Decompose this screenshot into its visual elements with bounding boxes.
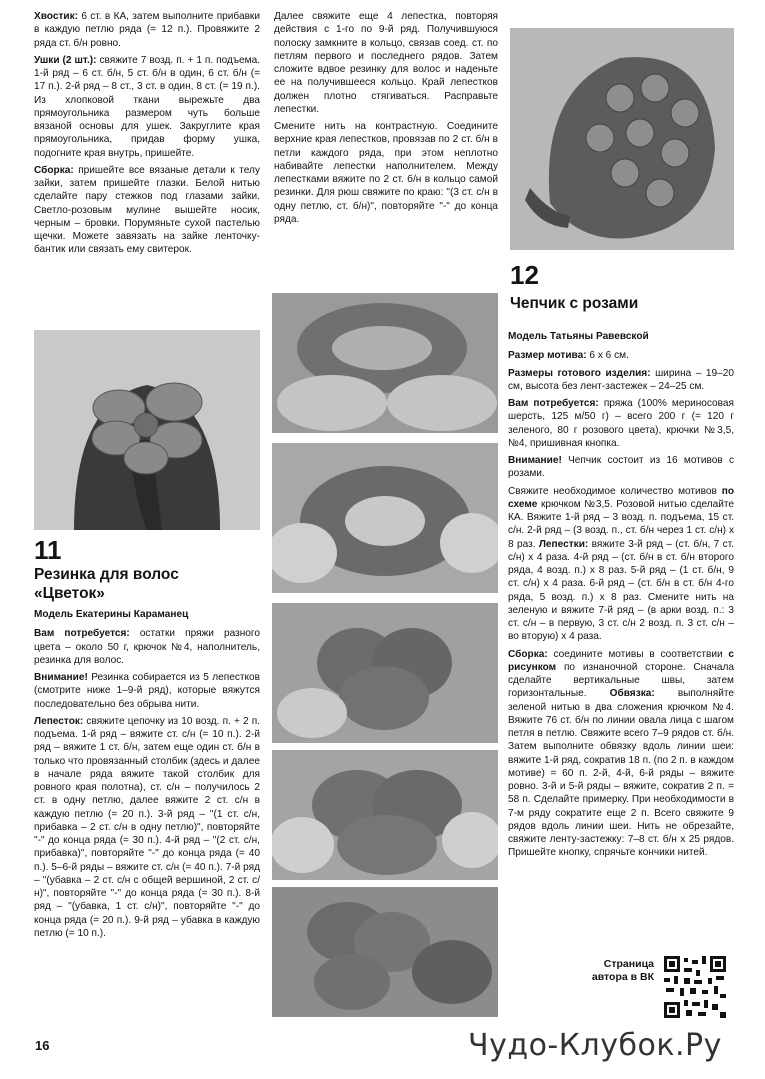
project-12-sizes: Размеры готового изделия: ширина – 19–20 см, высота без лент-застежек – 24–25 см. xyxy=(508,367,734,392)
tail-paragraph: Хвостик: 6 ст. в КА, затем выполните прибавки в каждую петлю ряда (= 12 п.). Провяжите 2 ряда ст. б/н ровно. xyxy=(34,11,260,49)
project-11-petal: Лепесток: свяжите цепочку из 10 возд. п. + 2 п. подъема. 1-й ряд – вяжите ст. с/н (= 10 п.). 2-й ряд – вяжите 1 ст. б/н, затем еще один ст. б/н в только что провязанный столбик (здесь и далее в начале ряда вяжите такой столбик для ровного края полотна), ст. с/н – получилось 2 ст. в одну петлю, далее вяжите 2 ст. с/н в каждую петлю (= 20 п.). 3-й ряд – "(1 ст. с/н, прибавка – 2 ст. с/н в одну петлю)", повторяйте "-" до конца ряда (= 30 п.). 4-й ряд – "(2 ст. с/н, прибавка)", повторяйте "-" до конца ряда (= 40 п.). 5–6-й ряды – вяжите ст. с/н (= 40 п.). 7-й ряд – "(убавка – 2 ст. с/н с общей вершиной, 2 ст. с/н)", повторяйте "-" до конца ряда (= 30 п.). 8-й ряд – "(убавка, 1 ст. с/н)", повторяйте "-" до конца ряда (= 20 п.). 9-й ряд – убавка в каждую петлю (= 10 п.). xyxy=(34,715,260,939)
project-12-model: Модель Татьяны Равевской xyxy=(508,331,649,342)
step-photo-3 xyxy=(272,603,498,743)
right-column xyxy=(508,330,734,864)
middle-column xyxy=(274,10,498,230)
project-12-number: 12 xyxy=(510,260,539,290)
project-11-body xyxy=(34,608,260,944)
scrunchie-photo xyxy=(34,330,260,530)
author-vk-caption: Страница автора в ВК xyxy=(591,958,654,983)
project-12-title: Чепчик с розами xyxy=(510,295,639,312)
step-photo-1 xyxy=(272,293,498,433)
step-photo-4 xyxy=(272,750,498,880)
step-photo-5 xyxy=(272,887,498,1017)
project-12-assembly: Сборка: соедините мотивы в соответствии с рисунком по изнаночной стороне. Сначала сделайте вертикальные швы, затем горизонтальные. Обвязка: выполняйте зеленой нитью в два сложения крючком №4. Вяжите 76 ст. б/н по линии овала лица с шагом петля в петлю. Свяжите всего 7–9 рядов ст. б/н. Затем выполните обвязку вдоль линии шеи: вяжите 1-й ряд, сократив 18 п. (по 2 п. в каждом мотиве) = 60 п. 2-й, 4-й, 6-й ряды – вяжите ровно. 3-й и 5-й ряды – вяжите, сократив 2 п. = 58 п. Сделайте примерку. При необходимости в 7-м ряду сократите еще 2 п. Всего свяжите 9 рядов вдоль линии шеи. Нить не обрезайте, свяжите ленту-застежку: 7–8 ст. б/н х 25 рядов. Пришейте кнопку, спрячьте кончики нитей. xyxy=(508,648,734,859)
qr-code[interactable] xyxy=(662,954,728,1020)
bonnet-photo xyxy=(510,28,734,250)
project-12-need: Вам потребуется: пряжа (100% мериносовая шерсть, 125 м/50 г) – всего 200 г (= 120 г зеленого, 80 г розового цвета), крючки №3,5, №4, пришивная кнопка. xyxy=(508,398,734,449)
project-11-number: 11 xyxy=(34,535,62,565)
site-watermark: Чудо-Клубок.Ру xyxy=(468,1028,722,1063)
middle-paragraph-1: Далее свяжите еще 4 лепестка, повторяя действия с 1-го по 9-й ряд. Получившуюся полоску замкните в кольцо, связав соед. ст. по петлям первого и последнего рядов. Затем сложите вдвое резинку для волос и наденьте ее на получившееся кольцо. Край лепестков должен плотно стягиваться. Расправьте лепестки. xyxy=(274,11,498,115)
middle-paragraph-2: Смените нить на контрастную. Соедините верхние края лепестков, провязав по 2 ст. б/н в петли каждого ряда, при этом неплотно набивайте лепестки наполнителем. Между лепестками вяжите по 2 ст. б/н в кольцо самой резинки. Для рюш свяжите по краю: "(3 ст. с/н в одну петлю, ст. б/н)", повторяйте "-" до конца ряда. xyxy=(274,121,498,225)
project-12-motif: Размер мотива: 6 х 6 см. xyxy=(508,350,629,362)
assembly-paragraph: Сборка: пришейте все вязаные детали к телу зайки, затем пришейте глазки. Белой нитью сделайте пару стежков под глазами зайки. Светло-розовым мулине вышейте носик, черным – бровки. Порумяньте сухой пастелью щечки. Можете завязать на зайке ленточку-бантик или связать ему свитерок. xyxy=(34,164,260,256)
page-number: 16 xyxy=(35,1038,50,1053)
project-12-attention: Внимание! Чепчик состоит из 16 мотивов с розами. xyxy=(508,455,734,480)
step-photo-2 xyxy=(272,443,498,593)
project-11-attention: Внимание! Резинка собирается из 5 лепестков (смотрите ниже 1–9-й ряд), которые вяжутся последовательно без обрыва нити. xyxy=(34,672,260,710)
project-11-need: Вам потребуется: остатки пряжи разного цвета – около 50 г, крючок №4, наполнитель, резинка для волос. xyxy=(34,628,260,666)
left-column xyxy=(34,10,260,261)
project-12-body: Свяжите необходимое количество мотивов по схеме крючком №3,5. Розовой нитью сделайте КА. Вяжите 1-й ряд – 3 возд. п. подъема, 15 ст. с/н. 2-й ряд – (3 возд. п., ст. б/н через 1 ст. с/н) х 8 раз. Лепестки: вяжите 3-й ряд – (ст. б/н, 7 ст. с/н) х 4 раза. 4-й ряд – (ст. б/н в ст. б/н второго ряда, 4 возд. п.) х 8 раз. 5-й ряд – (1 ст. б/н, 9 ст. с/н) х 4 раза. 6-й ряд – (ст. б/н в ст. б/н 4-го ряда, 5 возд. п.) х 8 раз. Смените нить на зеленую и вяжите 7-й ряд – (в арки возд. п.: 3 ст. с/н – в первую, 3 ст. с/н 2 возд. п. 3 ст. с/н – во вторую) х 4 раза. xyxy=(508,485,734,643)
project-11-model: Модель Екатерины Караманец xyxy=(34,609,189,620)
project-11-title: Резинка для волос «Цветок» xyxy=(34,566,179,602)
ears-paragraph: Ушки (2 шт.): свяжите 7 возд. п. + 1 п. подъема. 1-й ряд – 6 ст. б/н, 5 ст. б/н в один, 6 ст. б/н (= 17 п.). 2-й ряд – 8 ст., 3 ст. в один, 8 ст. (= 19 п.). Из хлопковой ткани вырежьте два прямоугольника размером чуть больше вязаной основы для ушек. Закруглите края прямоугольника, придав форму ушка, подогните края внутрь, пришейте. xyxy=(34,54,260,159)
